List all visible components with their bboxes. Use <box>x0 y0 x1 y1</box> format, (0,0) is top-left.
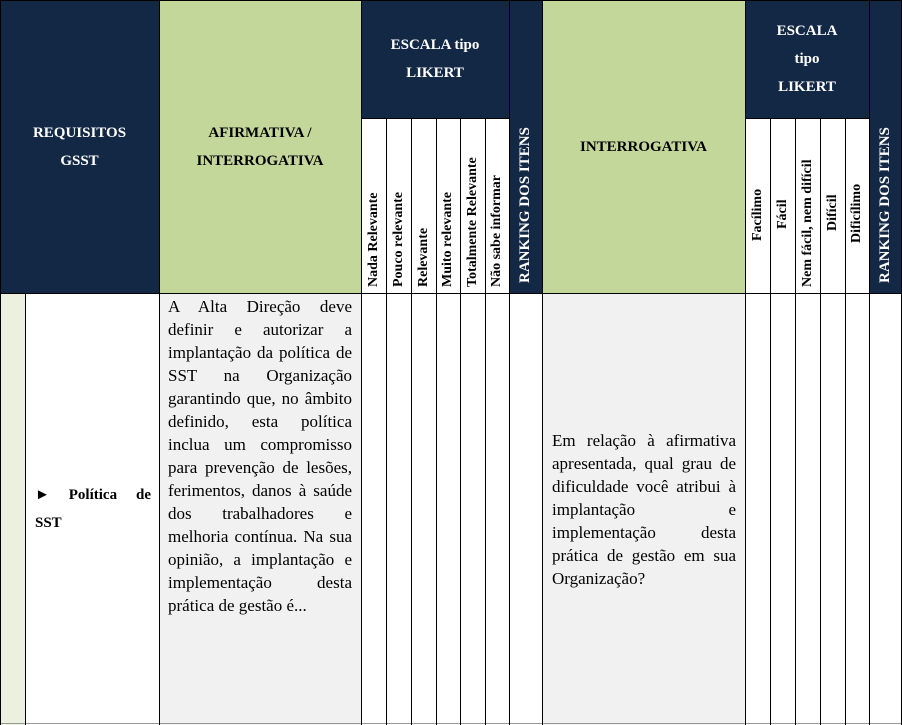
answer-likert2-facilimo[interactable] <box>745 293 770 725</box>
arrow-icon: ► <box>35 487 50 503</box>
answer-likert1-relevante[interactable] <box>411 293 436 725</box>
likert1-col-relevante <box>411 118 436 293</box>
header-interrogativa <box>542 0 745 293</box>
requisito-label: Política de SST <box>35 487 151 531</box>
header-requisitos-label: REQUISITOS GSST <box>32 124 127 169</box>
likert1-col-totalmente <box>460 118 485 293</box>
header-escala-likert-1 <box>361 0 509 118</box>
likert2-label-dificilimo: Dificílimo <box>849 183 864 243</box>
grid-line-v7 <box>485 118 486 725</box>
answer-likert2-dificilimo[interactable] <box>845 293 869 725</box>
header-requisitos <box>0 0 159 293</box>
likert1-label-nao-sabe: Não sabe informar <box>489 175 504 287</box>
header-escala-likert-2-line1: ESCALA <box>776 23 838 39</box>
likert2-col-facilimo <box>745 118 770 293</box>
interrogativa-text: Em relação à afirmativa apresentada, qual grau de dificuldade você atribui à implantação e implementação desta prática de gestão em sua Organização? <box>552 430 736 588</box>
grid-line-top <box>0 0 902 1</box>
cell-interrogativa <box>542 293 745 725</box>
likert1-label-pouco: Pouco relevante <box>390 192 406 287</box>
answer-likert1-nao-sabe[interactable] <box>485 293 509 725</box>
grid-line-likert1-sub <box>361 118 509 119</box>
grid-line-bottom <box>0 723 902 724</box>
answer-likert1-nada[interactable] <box>361 293 386 725</box>
cell-requisito <box>25 293 159 725</box>
header-escala-likert-2-line2: tipo <box>794 51 820 67</box>
grid-line-v10 <box>745 0 746 725</box>
row-marker-stripe <box>0 293 25 725</box>
grid-line-v11 <box>770 118 771 725</box>
grid-line-header-bottom <box>0 293 902 294</box>
grid-line-v9 <box>542 0 543 725</box>
cell-afirmativa <box>159 293 361 725</box>
grid-line-v15 <box>869 0 870 725</box>
likert2-col-nem <box>795 118 820 293</box>
likert1-label-nada: Nada Relevante <box>365 192 381 287</box>
answer-likert2-facil[interactable] <box>770 293 795 725</box>
header-ranking-2 <box>869 0 902 293</box>
afirmativa-text: A Alta Direção deve definir e autorizar a implantação da política de SST na Organização garantindo que, no âmbito definido, esta política inclua um compromisso para prevenção de lesões, ferimentos, danos à saúde dos trabalhadores e melhoria contínua. Na sua opinião, a implantação e implementação desta prática de gestão é... <box>168 297 352 615</box>
header-escala-likert-2-line3: LIKERT <box>778 79 836 95</box>
header-interrogativa-label: INTERROGATIVA <box>580 138 707 155</box>
grid-line-v3 <box>386 118 387 725</box>
header-ranking-2-label: RANKING DOS ITENS <box>876 127 893 283</box>
likert1-label-totalmente: Totalmente Relevante <box>464 157 480 287</box>
likert2-label-facilimo: Facílimo <box>749 188 765 241</box>
answer-likert1-muito[interactable] <box>436 293 460 725</box>
grid-line-v8 <box>509 0 510 725</box>
grid-line-likert2-sub <box>745 118 869 119</box>
grid-line-v1 <box>159 0 160 725</box>
likert1-col-nada <box>361 118 386 293</box>
grid-line-v12 <box>795 118 796 725</box>
grid-line-v5 <box>436 118 437 725</box>
likert1-col-muito <box>436 118 460 293</box>
answer-ranking-1[interactable] <box>509 293 542 725</box>
likert1-col-nao-sabe <box>485 118 509 293</box>
grid-line-v2 <box>361 0 362 725</box>
grid-line-v14 <box>845 118 846 725</box>
likert2-col-dificil <box>820 118 845 293</box>
header-ranking-1 <box>509 0 542 293</box>
answer-likert2-nem[interactable] <box>795 293 820 725</box>
header-escala-likert-1-label: ESCALA tipo LIKERT <box>390 37 480 81</box>
answer-likert1-totalmente[interactable] <box>460 293 485 725</box>
likert1-col-pouco <box>386 118 411 293</box>
answer-likert2-dificil[interactable] <box>820 293 845 725</box>
header-escala-likert-2 <box>745 0 869 118</box>
likert2-label-nem: Nem fácil, nem difícil <box>799 159 815 287</box>
likert2-col-facil <box>770 118 795 293</box>
likert1-label-muito: Muito relevante <box>440 192 455 287</box>
likert1-label-relevante: Relevante <box>415 227 431 287</box>
grid-line-v6 <box>460 118 461 725</box>
grid-line-v4 <box>411 118 412 725</box>
grid-line-v0 <box>0 0 1 725</box>
likert2-label-facil: Fácil <box>774 199 790 229</box>
header-afirmativa-label: AFIRMATIVA / INTERROGATIVA <box>196 124 324 169</box>
likert2-col-dificilimo <box>845 118 869 293</box>
answer-ranking-2[interactable] <box>869 293 902 725</box>
grid-line-v-stripe <box>25 293 26 725</box>
header-afirmativa <box>159 0 361 293</box>
header-ranking-1-label: RANKING DOS ITENS <box>516 127 533 283</box>
likert2-label-dificil: Difícil <box>824 194 840 231</box>
grid-line-v13 <box>820 118 821 725</box>
answer-likert1-pouco[interactable] <box>386 293 411 725</box>
